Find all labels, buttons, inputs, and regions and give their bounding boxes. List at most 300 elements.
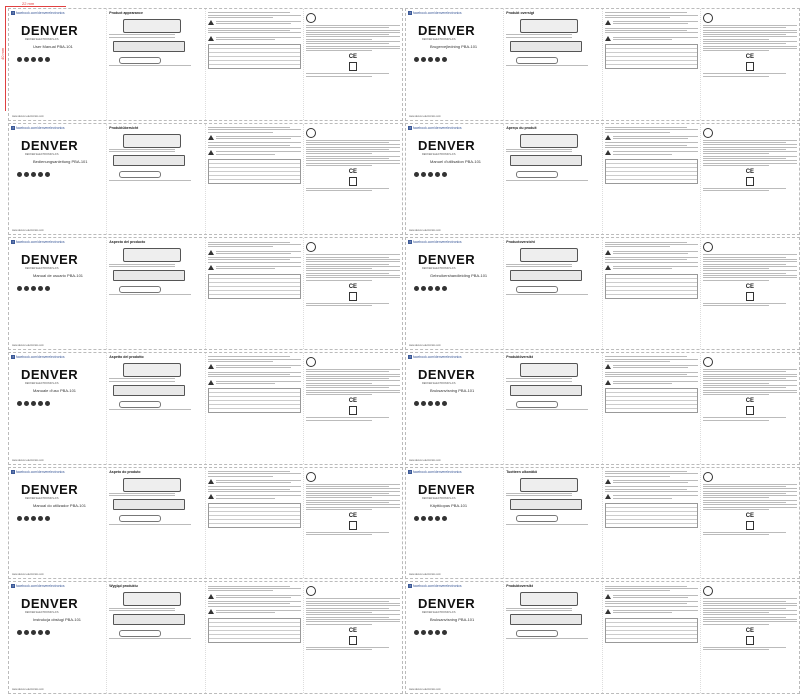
facebook-icon: f: [12, 469, 14, 474]
footer-url: www.denver-electronics.com: [12, 573, 44, 577]
cert-icon: [38, 516, 43, 521]
weee-bin-icon: [746, 521, 754, 530]
safety-icon: [703, 128, 713, 138]
cover-column: [406, 353, 504, 464]
warning-note: [605, 379, 698, 385]
cert-icon: [38, 172, 43, 177]
cert-icon: [442, 286, 447, 291]
safety-column: [701, 9, 799, 120]
warning-icon: [208, 380, 214, 385]
brand-tagline: DENVER ELECTRONICS A/S: [422, 38, 456, 41]
manual-panel: [8, 581, 403, 694]
spec-table: [605, 44, 698, 69]
section-title: Produktoversikt: [506, 584, 533, 589]
warning-icon: [208, 364, 214, 369]
manual-panel: [405, 123, 800, 236]
cert-icon: [414, 401, 419, 406]
warning-note: [208, 265, 301, 271]
device-illustration: [520, 248, 578, 262]
manual-panel: [405, 352, 800, 465]
facebook-label: facebook.com/denverelectronics: [16, 469, 65, 474]
safety-column: [304, 9, 402, 120]
cable-illustration: [119, 630, 161, 637]
appearance-column: [107, 353, 205, 464]
section-title: Aspeto do produto: [109, 469, 141, 474]
facebook-label: facebook.com/denverelectronics: [16, 11, 65, 15]
warning-icon: [208, 150, 214, 155]
certification-icons: [17, 401, 104, 406]
facebook-link[interactable]: [408, 240, 501, 244]
manual-title: Manual de usuario PBA-101: [33, 273, 84, 279]
weee-bin-icon: [349, 406, 357, 415]
facebook-icon: f: [409, 240, 411, 245]
facebook-icon: f: [12, 584, 14, 589]
safety-icon: [703, 242, 713, 252]
ce-mark: CE: [348, 168, 358, 175]
cert-icon: [435, 286, 440, 291]
facebook-label: facebook.com/denverelectronics: [16, 125, 65, 130]
specs-column: [603, 353, 701, 464]
cover-column: [9, 124, 107, 235]
device-side-illustration: [510, 270, 582, 281]
cert-icon: [45, 172, 50, 177]
warning-note: [208, 35, 301, 41]
manual-panel: [8, 467, 403, 580]
safety-icon: [703, 357, 713, 367]
cert-icon: [31, 286, 36, 291]
safety-column: [304, 582, 402, 693]
cert-icon: [442, 57, 447, 62]
cable-illustration: [516, 286, 558, 293]
section-title: Aspetto del prodotto: [109, 354, 144, 359]
warning-icon: [605, 494, 611, 499]
brand-logo: DENVER: [21, 137, 79, 153]
warning-icon: [605, 479, 611, 484]
brand-logo: DENVER: [21, 596, 79, 612]
cover-column: [9, 582, 107, 693]
cert-icon: [435, 630, 440, 635]
cert-icon: [45, 286, 50, 291]
cert-icon: [38, 401, 43, 406]
warning-note: [605, 150, 698, 156]
manual-title: Brugervejledning PBA-101: [430, 44, 478, 49]
appearance-column: [107, 9, 205, 120]
spec-table: [605, 274, 698, 299]
cert-icon: [421, 630, 426, 635]
cert-icon: [24, 172, 29, 177]
warning-icon: [208, 20, 214, 25]
device-side-illustration: [510, 41, 582, 52]
manual-panel: [405, 467, 800, 580]
device-side-illustration: [510, 499, 582, 510]
appearance-column: [107, 124, 205, 235]
safety-icon: [306, 128, 316, 138]
cover-column: [9, 353, 107, 464]
height-dimension-label: 40 mm: [0, 47, 5, 60]
safety-icon: [306, 586, 316, 596]
cert-icon: [442, 516, 447, 521]
ce-mark: CE: [348, 54, 358, 61]
cert-icon: [45, 630, 50, 635]
manual-panel: [405, 8, 800, 121]
warning-icon: [605, 594, 611, 599]
cert-icon: [414, 630, 419, 635]
cert-icon: [17, 57, 22, 62]
spec-table: [605, 503, 698, 528]
manual-title: Manual do utilizador PBA-101: [33, 502, 86, 508]
ce-mark: CE: [745, 512, 755, 519]
cert-icon: [435, 516, 440, 521]
warning-note: [605, 593, 698, 599]
specs-column: [603, 582, 701, 693]
manual-title: Manuel d'utilisation PBA-101: [430, 158, 482, 164]
brand-tagline: DENVER ELECTRONICS A/S: [422, 381, 456, 385]
section-title: Productoverzicht: [506, 240, 535, 245]
cable-illustration: [119, 171, 161, 178]
certification-icons: [17, 516, 104, 521]
cert-icon: [414, 172, 419, 177]
cert-icon: [17, 516, 22, 521]
cert-icon: [421, 57, 426, 62]
brand-tagline: DENVER ELECTRONICS A/S: [422, 267, 456, 271]
ce-mark: CE: [348, 512, 358, 519]
warning-icon: [208, 265, 214, 270]
brand-logo: DENVER: [21, 366, 79, 382]
cover-column: [406, 9, 504, 120]
warning-icon: [605, 135, 611, 140]
safety-column: [701, 238, 799, 349]
cert-icon: [45, 57, 50, 62]
device-illustration: [123, 363, 181, 377]
footer-url: www.denver-electronics.com: [409, 229, 441, 233]
footer-url: www.denver-electronics.com: [409, 458, 441, 462]
warning-icon: [208, 494, 214, 499]
brand-tagline: DENVER ELECTRONICS A/S: [25, 496, 59, 500]
facebook-icon: f: [409, 584, 411, 589]
weee-bin-icon: [349, 521, 357, 530]
facebook-label: facebook.com/denverelectronics: [413, 125, 462, 130]
safety-icon: [306, 242, 316, 252]
cert-icon: [428, 57, 433, 62]
device-side-illustration: [113, 270, 185, 281]
cert-icon: [31, 630, 36, 635]
cert-icon: [421, 172, 426, 177]
cable-illustration: [516, 57, 558, 64]
cert-icon: [442, 630, 447, 635]
safety-column: [304, 238, 402, 349]
device-illustration: [123, 19, 181, 33]
cable-illustration: [516, 630, 558, 637]
cert-icon: [45, 401, 50, 406]
brand-logo: DENVER: [21, 23, 79, 38]
footer-url: www.denver-electronics.com: [409, 573, 441, 577]
specs-column: [206, 238, 304, 349]
safety-column: [304, 353, 402, 464]
facebook-link[interactable]: [408, 126, 501, 130]
cert-icon: [414, 57, 419, 62]
facebook-link[interactable]: [408, 11, 501, 15]
facebook-icon: f: [12, 11, 14, 15]
appearance-column: [107, 468, 205, 579]
cert-icon: [421, 401, 426, 406]
specs-column: [603, 238, 701, 349]
weee-bin-icon: [746, 62, 754, 71]
specs-column: [206, 353, 304, 464]
brand-logo: DENVER: [21, 481, 79, 497]
appearance-column: [504, 468, 602, 579]
device-side-illustration: [113, 155, 185, 166]
manual-title: Manuale d'uso PBA-101: [33, 387, 77, 393]
safety-icon: [703, 472, 713, 482]
cert-icon: [428, 286, 433, 291]
cover-column: [9, 238, 107, 349]
device-illustration: [520, 134, 578, 148]
warning-icon: [605, 609, 611, 614]
manual-panel: [8, 352, 403, 465]
ce-mark: CE: [745, 54, 755, 61]
brand-tagline: DENVER ELECTRONICS A/S: [25, 38, 59, 41]
warning-icon: [208, 135, 214, 140]
cover-column: [406, 468, 504, 579]
cover-column: [9, 468, 107, 579]
brand-logo: DENVER: [21, 252, 79, 268]
warning-icon: [208, 594, 214, 599]
brand-tagline: DENVER ELECTRONICS A/S: [25, 381, 59, 385]
cert-icon: [24, 630, 29, 635]
facebook-link[interactable]: [11, 470, 104, 474]
section-title: Aspecto del producto: [109, 240, 146, 245]
certification-icons: [17, 630, 104, 635]
width-dimension-line: [6, 6, 66, 7]
height-dimension-line: [5, 6, 6, 111]
section-title: Produkt oversigt: [506, 11, 535, 15]
section-title: Wygląd produktu: [109, 584, 138, 589]
facebook-icon: f: [12, 240, 14, 245]
device-illustration: [123, 592, 181, 606]
warning-note: [605, 479, 698, 485]
facebook-link[interactable]: [11, 11, 104, 15]
brand-tagline: DENVER ELECTRONICS A/S: [25, 267, 59, 271]
warning-note: [605, 135, 698, 141]
weee-bin-icon: [349, 292, 357, 301]
manual-title: Instrukcja obsługi PBA-101: [33, 617, 82, 623]
certification-icons: [414, 286, 501, 291]
warning-note: [605, 265, 698, 271]
warning-note: [208, 150, 301, 156]
specs-column: [206, 582, 304, 693]
cable-illustration: [119, 401, 161, 408]
facebook-icon: f: [409, 125, 411, 130]
warning-note: [208, 249, 301, 255]
cert-icon: [38, 630, 43, 635]
specs-column: [206, 9, 304, 120]
brand-logo: DENVER: [418, 23, 476, 38]
safety-icon: [306, 472, 316, 482]
device-illustration: [520, 592, 578, 606]
panel-grid: [8, 8, 800, 694]
warning-note: [605, 494, 698, 500]
cert-icon: [428, 630, 433, 635]
warning-icon: [605, 265, 611, 270]
warning-note: [605, 249, 698, 255]
width-dimension-label: 22 mm: [22, 1, 35, 6]
facebook-link[interactable]: [11, 240, 104, 244]
safety-column: [701, 582, 799, 693]
warning-icon: [605, 20, 611, 25]
warning-note: [208, 364, 301, 370]
certification-icons: [414, 57, 501, 62]
facebook-label: facebook.com/denverelectronics: [413, 469, 462, 474]
warning-icon: [208, 36, 214, 41]
device-side-illustration: [510, 155, 582, 166]
facebook-icon: f: [409, 11, 411, 15]
certification-icons: [17, 172, 104, 177]
cable-illustration: [119, 515, 161, 522]
spec-table: [605, 388, 698, 413]
weee-bin-icon: [746, 406, 754, 415]
warning-note: [208, 479, 301, 485]
safety-column: [701, 124, 799, 235]
certification-icons: [414, 516, 501, 521]
cert-icon: [31, 57, 36, 62]
certification-icons: [414, 401, 501, 406]
spec-table: [208, 274, 301, 299]
cover-column: [406, 582, 504, 693]
certification-icons: [414, 630, 501, 635]
safety-column: [304, 124, 402, 235]
warning-note: [605, 609, 698, 615]
ce-mark: CE: [745, 283, 755, 290]
footer-url: www.denver-electronics.com: [12, 458, 44, 462]
cert-icon: [442, 401, 447, 406]
spec-table: [605, 618, 698, 643]
device-side-illustration: [113, 499, 185, 510]
warning-icon: [208, 479, 214, 484]
facebook-icon: f: [409, 354, 411, 359]
facebook-link[interactable]: [408, 470, 501, 474]
footer-url: www.denver-electronics.com: [12, 229, 44, 233]
facebook-link[interactable]: [11, 126, 104, 130]
cert-icon: [421, 516, 426, 521]
appearance-column: [504, 9, 602, 120]
facebook-link[interactable]: [408, 584, 501, 588]
cert-icon: [24, 286, 29, 291]
appearance-column: [107, 582, 205, 693]
manual-title: Bedienungsanleitung PBA-101: [33, 158, 88, 164]
ce-mark: CE: [348, 398, 358, 405]
cert-icon: [17, 401, 22, 406]
footer-url: www.denver-electronics.com: [12, 343, 44, 347]
spec-table: [208, 618, 301, 643]
device-illustration: [123, 478, 181, 492]
warning-icon: [605, 150, 611, 155]
cert-icon: [17, 630, 22, 635]
cert-icon: [421, 286, 426, 291]
device-side-illustration: [113, 385, 185, 396]
facebook-link[interactable]: [408, 355, 501, 359]
cert-icon: [17, 286, 22, 291]
specs-column: [206, 124, 304, 235]
facebook-link[interactable]: [11, 355, 104, 359]
certification-icons: [17, 286, 104, 291]
manual-panel: [8, 8, 403, 121]
cert-icon: [17, 172, 22, 177]
safety-icon: [703, 586, 713, 596]
brand-tagline: DENVER ELECTRONICS A/S: [422, 496, 456, 500]
brand-logo: DENVER: [418, 596, 476, 612]
manual-panel: [8, 237, 403, 350]
cable-illustration: [516, 171, 558, 178]
warning-note: [605, 20, 698, 26]
device-illustration: [520, 363, 578, 377]
appearance-column: [504, 124, 602, 235]
facebook-label: facebook.com/denverelectronics: [413, 584, 462, 589]
cert-icon: [31, 516, 36, 521]
safety-column: [701, 468, 799, 579]
device-illustration: [520, 19, 578, 33]
cert-icon: [45, 516, 50, 521]
cert-icon: [31, 172, 36, 177]
certification-icons: [17, 57, 104, 62]
cover-column: [406, 124, 504, 235]
ce-mark: CE: [745, 627, 755, 634]
ce-mark: CE: [745, 398, 755, 405]
warning-icon: [605, 36, 611, 41]
manual-title: User Manual PBA-101: [33, 44, 73, 49]
warning-note: [208, 135, 301, 141]
weee-bin-icon: [349, 636, 357, 645]
device-side-illustration: [510, 614, 582, 625]
cover-column: [9, 9, 107, 120]
cert-icon: [428, 401, 433, 406]
device-illustration: [123, 248, 181, 262]
facebook-link[interactable]: [11, 584, 104, 588]
manual-panel: [405, 581, 800, 694]
appearance-column: [504, 582, 602, 693]
warning-note: [605, 35, 698, 41]
manual-title: Gebruikershandleiding PBA-101: [430, 273, 488, 279]
warning-note: [208, 379, 301, 385]
specs-column: [603, 468, 701, 579]
facebook-icon: f: [409, 469, 411, 474]
footer-url: www.denver-electronics.com: [409, 114, 441, 118]
spec-table: [208, 159, 301, 184]
manual-title: Bruksanvisning PBA-101: [430, 387, 475, 393]
cert-icon: [428, 516, 433, 521]
section-title: Product appearance: [109, 11, 143, 15]
section-title: Tuotteen ulkonäkö: [506, 469, 538, 474]
cable-illustration: [516, 401, 558, 408]
brand-tagline: DENVER ELECTRONICS A/S: [25, 611, 59, 615]
device-side-illustration: [510, 385, 582, 396]
brand-tagline: DENVER ELECTRONICS A/S: [25, 152, 59, 156]
spec-table: [208, 388, 301, 413]
footer-url: www.denver-electronics.com: [12, 687, 44, 691]
warning-icon: [605, 380, 611, 385]
footer-url: www.denver-electronics.com: [409, 343, 441, 347]
warning-icon: [605, 364, 611, 369]
warning-icon: [605, 250, 611, 255]
warning-icon: [208, 609, 214, 614]
warning-note: [208, 494, 301, 500]
facebook-label: facebook.com/denverelectronics: [16, 354, 65, 359]
specs-column: [603, 9, 701, 120]
facebook-label: facebook.com/denverelectronics: [16, 240, 65, 245]
safety-icon: [703, 13, 713, 23]
facebook-label: facebook.com/denverelectronics: [413, 240, 462, 245]
brand-tagline: DENVER ELECTRONICS A/S: [422, 152, 456, 156]
cert-icon: [428, 172, 433, 177]
